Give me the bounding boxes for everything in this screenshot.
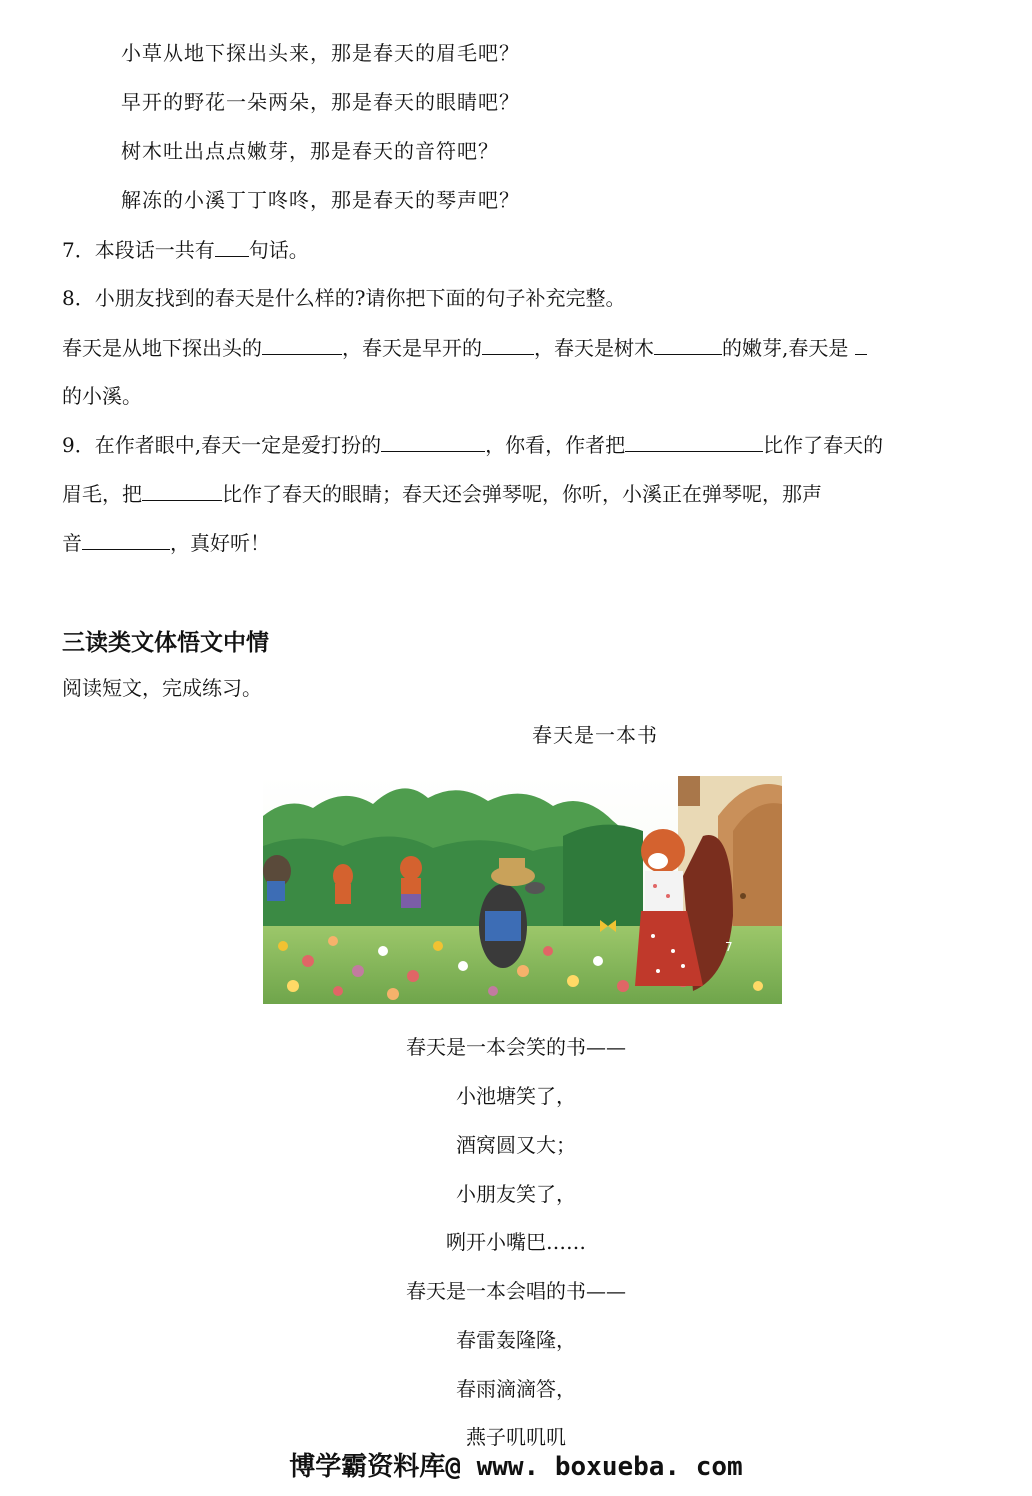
q8-text-2: ，春天是早开的 [342,336,482,360]
question-9-line-3 [62,529,270,556]
poem-top-line-3: 树木吐出点点嫩芽，那是春天的音符吧？ [121,139,499,163]
poem-top-line-4: 解冻的小溪丁丁咚咚，那是春天的琴声吧？ [121,188,520,212]
question-9-line-2 [62,480,822,507]
question-9-line-1 [62,431,883,458]
q8-blank-1[interactable] [262,334,342,355]
poem-line-4: 小朋友笑了， [456,1182,576,1206]
q9-text-6: 音 [62,531,82,555]
q8-blank-2[interactable] [482,334,534,355]
poem-title: 春天是一本书 [532,723,658,747]
poem-line-9: 燕子叽叽叽 [466,1425,566,1449]
q9-text-4: 眉毛，把 [62,482,142,506]
poem-line-5: 咧开小嘴巴…… [446,1230,586,1254]
q7-text-b: 句话。 [248,238,309,262]
q9-blank-4[interactable] [82,529,170,550]
q8-blank-3[interactable] [654,334,722,355]
illustration-page-number: 7 [725,940,733,954]
illustration [263,776,782,1004]
q9-blank-1[interactable] [381,431,485,452]
poem-line-3: 酒窝圆又大； [456,1133,576,1157]
q8-blank-4[interactable] [855,334,867,355]
q8-text-3: ，春天是树木 [534,336,654,360]
q9-text-3: 比作了春天的 [763,433,884,457]
question-8-line-2: 的小溪。 [62,384,142,408]
footer-watermark: 博学霸资料库@ www. boxueba. com [289,1452,743,1482]
illustration-art [263,776,782,1004]
poem-line-1: 春天是一本会笑的书—— [406,1035,626,1059]
q7-blank[interactable] [215,236,249,257]
q9-text-1: 9．在作者眼中,春天一定是爱打扮的 [62,433,382,457]
section-heading: 三读类文体悟文中情 [62,630,269,656]
q9-blank-3[interactable] [142,480,222,501]
q8-text-1: 春天是从地下探出头的 [62,336,262,360]
q8-text-4: 的嫩芽,春天是 [722,336,849,360]
q9-text-5: 比作了春天的眼睛；春天还会弹琴呢，你听，小溪正在弹琴呢，那声 [222,482,822,506]
poem-line-6: 春天是一本会唱的书—— [406,1279,626,1303]
q7-text-a: 7．本段话一共有 [62,238,215,262]
poem-line-8: 春雨滴滴答， [456,1377,576,1401]
poem-top-line-1: 小草从地下探出头来，那是春天的眉毛吧？ [121,41,520,65]
poem-line-7: 春雷轰隆隆， [456,1328,576,1352]
question-8-line-1 [62,334,867,361]
q9-text-7: ，真好听！ [170,531,270,555]
question-8-title: 8．小朋友找到的春天是什么样的?请你把下面的句子补充完整。 [62,286,626,310]
instruction: 阅读短文，完成练习。 [62,676,262,700]
poem-top-line-2: 早开的野花一朵两朵，那是春天的眼睛吧？ [121,90,520,114]
q9-text-2: ，你看，作者把 [485,433,626,457]
question-7 [62,236,309,263]
q9-blank-2[interactable] [625,431,763,452]
poem-line-2: 小池塘笑了， [456,1084,576,1108]
